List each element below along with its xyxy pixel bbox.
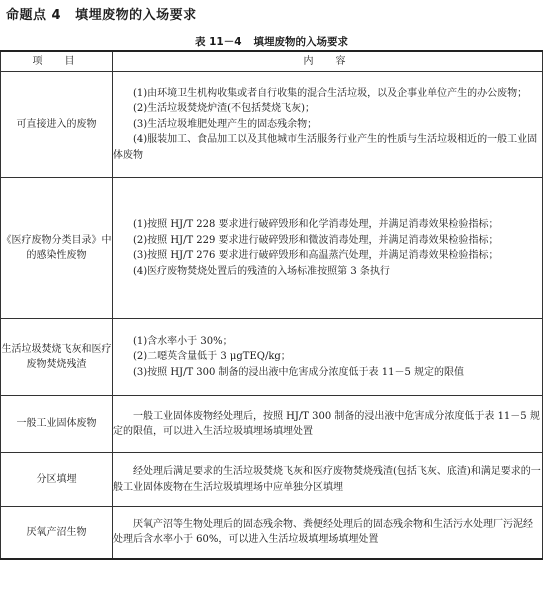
table-row bbox=[1, 507, 543, 559]
row-item-direct-entry: 可直接进入的废物 bbox=[1, 72, 113, 178]
content-line: (1)由环境卫生机构收集或者自行收集的混合生活垃圾，以及企事业单位产生的办公废物； bbox=[133, 87, 528, 99]
row-content bbox=[113, 453, 543, 507]
content-line: (3)按照 HJ/T 276 要求进行破碎毁形和高温蒸汽处理，并满足消毒效果检验指标； bbox=[133, 250, 499, 261]
table-row bbox=[1, 319, 543, 396]
content-line: (1)按照 HJ/T 228 要求进行破碎毁形和化学消毒处理，并满足消毒效果检验指标； bbox=[133, 219, 499, 230]
header-content: 内 容 bbox=[113, 51, 543, 72]
content-line: (4)服装加工、食品加工以及其他城市生活服务行业产生的性质与生活垃圾相近的一般工业固体废物 bbox=[113, 134, 538, 161]
content-line: 厌氧产沼等生物处理后的固态残余物、粪便经处理后的固态残余物和生活污水处理厂污泥经处理后含水率小于 60%，可以进入生活垃圾填埋场填埋处置 bbox=[113, 518, 533, 546]
row-item-infectious-waste: 《医疗废物分类目录》中的感染性废物 bbox=[1, 178, 113, 319]
entry-requirements-table bbox=[0, 50, 543, 560]
table-caption bbox=[0, 34, 543, 49]
row-content bbox=[113, 396, 543, 453]
content-line: (2)二噁英含量低于 3 μgTEQ/kg； bbox=[133, 351, 291, 363]
row-item-fly-ash-residue: 生活垃圾焚烧飞灰和医疗废物焚烧残渣 bbox=[1, 319, 113, 396]
row-content bbox=[113, 178, 543, 319]
table-row bbox=[1, 178, 543, 319]
row-content bbox=[113, 72, 543, 178]
table-row bbox=[1, 72, 543, 178]
table-header-row bbox=[1, 51, 543, 72]
table-number: 表 11－4 bbox=[194, 36, 242, 48]
row-item-anaerobic-residue: 厌氧产沼生物 bbox=[1, 507, 113, 559]
content-line: (2)按照 HJ/T 229 要求进行破碎毁形和微波消毒处理，并满足消毒效果检验指标； bbox=[133, 234, 499, 246]
content-line: (3)生活垃圾堆肥处理产生的固态残余物； bbox=[133, 118, 318, 130]
row-content bbox=[113, 507, 543, 559]
content-line: (1)含水率小于 30%； bbox=[133, 335, 233, 347]
table-title: 填埋废物的入场要求 bbox=[253, 36, 349, 48]
row-content bbox=[113, 319, 543, 396]
header-item: 项 目 bbox=[1, 51, 113, 72]
section-number: 命题点 4 bbox=[6, 8, 62, 23]
section-title: 填埋废物的入场要求 bbox=[75, 8, 197, 23]
section-heading bbox=[6, 4, 197, 23]
row-item-zoned-landfill: 分区填埋 bbox=[1, 453, 113, 507]
content-line: 经处理后满足要求的生活垃圾焚烧飞灰和医疗废物焚烧残渣(包括飞灰、底渣)和满足要求的一般工业固体废物在生活垃圾填埋场中应单独分区填埋 bbox=[113, 466, 541, 493]
content-line: (2)生活垃圾焚烧炉渣(不包括焚烧飞灰)； bbox=[133, 103, 315, 115]
table-row bbox=[1, 453, 543, 507]
content-line: (4)医疗废物焚烧处置后的残渣的入场标准按照第 3 条执行 bbox=[133, 265, 390, 277]
content-line: 一般工业固体废物经处理后，按照 HJ/T 300 制备的浸出液中危害成分浓度低于表 11－5 规定的限值，可以进入生活垃圾填埋场填埋处置 bbox=[113, 410, 540, 437]
content-line: (3)按照 HJ/T 300 制备的浸出液中危害成分浓度低于表 11－5 规定的限值 bbox=[133, 366, 465, 378]
table-row bbox=[1, 396, 543, 453]
row-item-industrial-waste: 一般工业固体废物 bbox=[1, 396, 113, 453]
